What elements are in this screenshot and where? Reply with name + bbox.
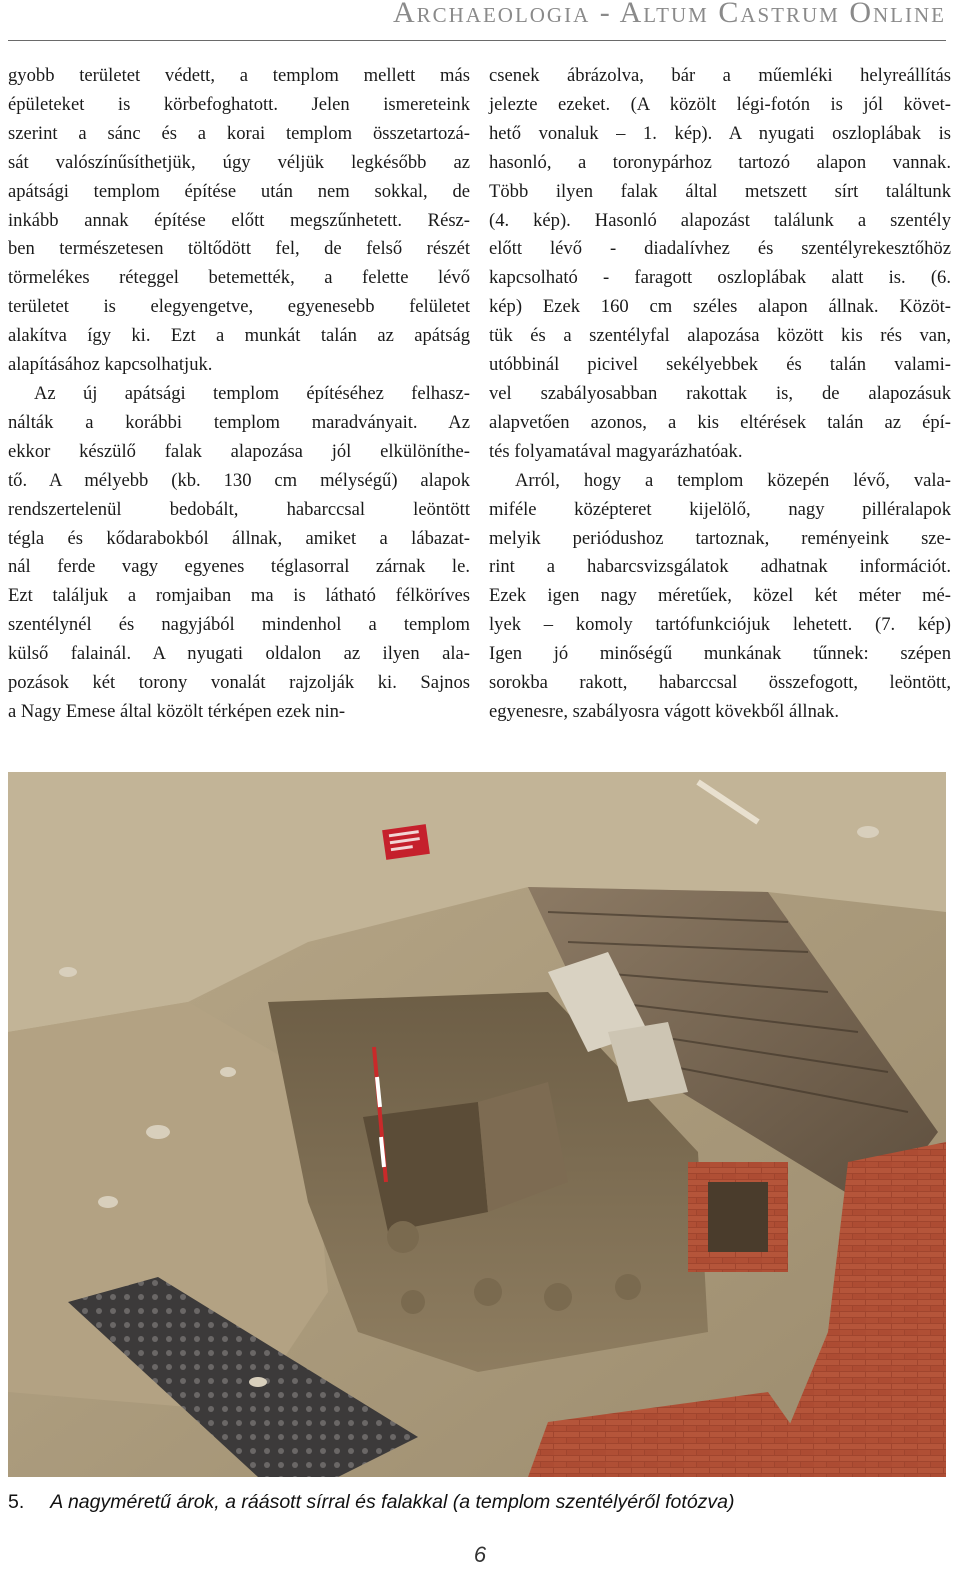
right-column-text-line: Ezek igen nagy méretűek, közel két méter mé- [489, 585, 951, 607]
left-column-text-line: rendszertelenül bedobált, habarccsal leöntött [8, 498, 470, 520]
right-column-text-line: jelezte ezeket. (A közölt légi-fotón is jól követ- [489, 93, 951, 115]
figure-caption [8, 1491, 948, 1514]
right-column-text-line: hető vonaluk – 1. kép). A nyugati oszloplábak is [489, 122, 951, 144]
header-rule [8, 40, 946, 41]
left-column-text-line: külső falainál. A nyugati oldalon az ilyen ala- [8, 643, 470, 665]
right-column-text-line: lyek – komoly tartófunkciójuk lehetett. (7. kép) [489, 614, 951, 636]
right-column-text-line: vel szabályosabban rakottak is, de alapozásuk [489, 382, 951, 404]
left-column-text-line: Az új apátsági templom építéséhez felhasz- [34, 382, 470, 404]
left-column-text-line: nál ferde vagy egyenes téglasorral zárnak le. [8, 556, 470, 578]
left-column-text-line: inkább annak építése előtt megszűnhetett. Rész- [8, 209, 470, 231]
left-column-text-line: apátsági templom építése után nem sokkal, de [8, 180, 470, 202]
left-column-text-line: szerint a sánc és a korai templom összetartozá- [8, 122, 470, 144]
right-text-column [489, 62, 951, 727]
right-column-text-line: csenek ábrázolva, bár a műemléki helyreállítás [489, 65, 951, 86]
page-header [0, 0, 960, 44]
page-number: 6 [473, 1542, 487, 1567]
right-column-text-line: melyik periódushoz tartoznak, reményeink sze- [489, 527, 951, 549]
right-column-text-line: kapcsolható - faragott oszloplábak alatt is. (6. [489, 267, 951, 289]
right-column-text-line: előtt lévő - diadalívhez és szentélyrekesztőhöz [489, 238, 951, 260]
right-column-text-line: Arról, hogy a templom közepén lévő, vala- [515, 469, 951, 491]
left-column-text-line: tégla és kődarabokból állnak, amiket a lábazat- [8, 527, 470, 549]
left-text-column [8, 62, 470, 727]
left-column-text-line: gyobb területet védett, a templom mellett más [8, 65, 470, 86]
left-column-text-line: ekkor készülő falak alapozása jól elkülöníthe- [8, 440, 470, 462]
excavation-photo [8, 772, 946, 1477]
left-column-text-line: épületeket is körbefoghatott. Jelen ismereteink [8, 93, 470, 115]
right-column-text-line: kép) Ezek 160 cm széles alapon állnak. Közöt- [489, 296, 951, 318]
right-column-text-line: Több ilyen falak által metszett sírt találtunk [489, 180, 951, 202]
left-column-text-line: pozások két torony vonalát rajzolják ki. Sajnos [8, 672, 470, 694]
right-column-text-line: Igen jó minőségű munkának tűnnek: szépen [489, 643, 951, 665]
right-column-text-line: rint a habarcsvizsgálatok adhatnak információt. [489, 556, 951, 578]
left-column-text-line: alakítva így ki. Ezt a munkát talán az apátság [8, 325, 470, 347]
left-column-text-line: a Nagy Emese által közölt térképen ezek nin- [8, 700, 346, 722]
left-column-text-line: szentélynél és nagyjából mindenhol a templom [8, 614, 470, 636]
excavation-photo-drawing [8, 772, 946, 1477]
right-column-text-line: tés folyamatával magyarázhatóak. [489, 440, 743, 462]
left-column-text-line: területet is elegyengetve, egyenesebb felületet [8, 296, 470, 318]
right-column-text-line: egyenesre, szabályosra vágott kövekből állnak. [489, 700, 840, 722]
right-column-text-line: alapvetően azonos, a kis eltérések talán az épí- [489, 411, 951, 433]
right-column-text-line: miféle középteret kijelölő, nagy pilléralapok [489, 498, 951, 520]
left-column-text-line: alapításához kapcsolhatjuk. [8, 354, 213, 376]
caption-text: A nagyméretű árok, a ráásott sírral és falakkal (a templom szentélyéről fotózva) [50, 1491, 735, 1513]
running-title: Archaeologia - Altum Castrum Online [392, 0, 946, 29]
left-column-text-line: sát valószínűsíthetjük, úgy véljük legkésőbb az [8, 151, 470, 173]
left-column-text-line: tő. A mélyebb (kb. 130 cm mélységű) alapok [8, 469, 470, 491]
right-column-text-line: tük és a szentélyfal alapozása között kis rés van, [489, 325, 951, 347]
left-column-text-line: törmelékes réteggel betemették, a felette lévő [8, 267, 470, 289]
right-column-text-line: hasonló, a toronypárhoz tartozó alapon vannak. [489, 151, 951, 173]
right-column-text-line: (4. kép). Hasonló alapozást találunk a szentély [489, 209, 951, 231]
right-column-text-line: sorokba rakott, habarccsal összefogott, leöntött, [489, 672, 951, 694]
left-column-text-line: ben természetesen töltődött fel, de felső részét [8, 238, 470, 260]
left-column-text-line: Ezt találjuk a romjaiban ma is látható félköríves [8, 585, 470, 607]
right-column-text-line: utóbbinál picivel sekélyebbek és talán valami- [489, 354, 951, 376]
caption-number: 5. [8, 1491, 25, 1513]
left-column-text-line: nálták a korábbi templom maradványait. Az [8, 411, 470, 433]
